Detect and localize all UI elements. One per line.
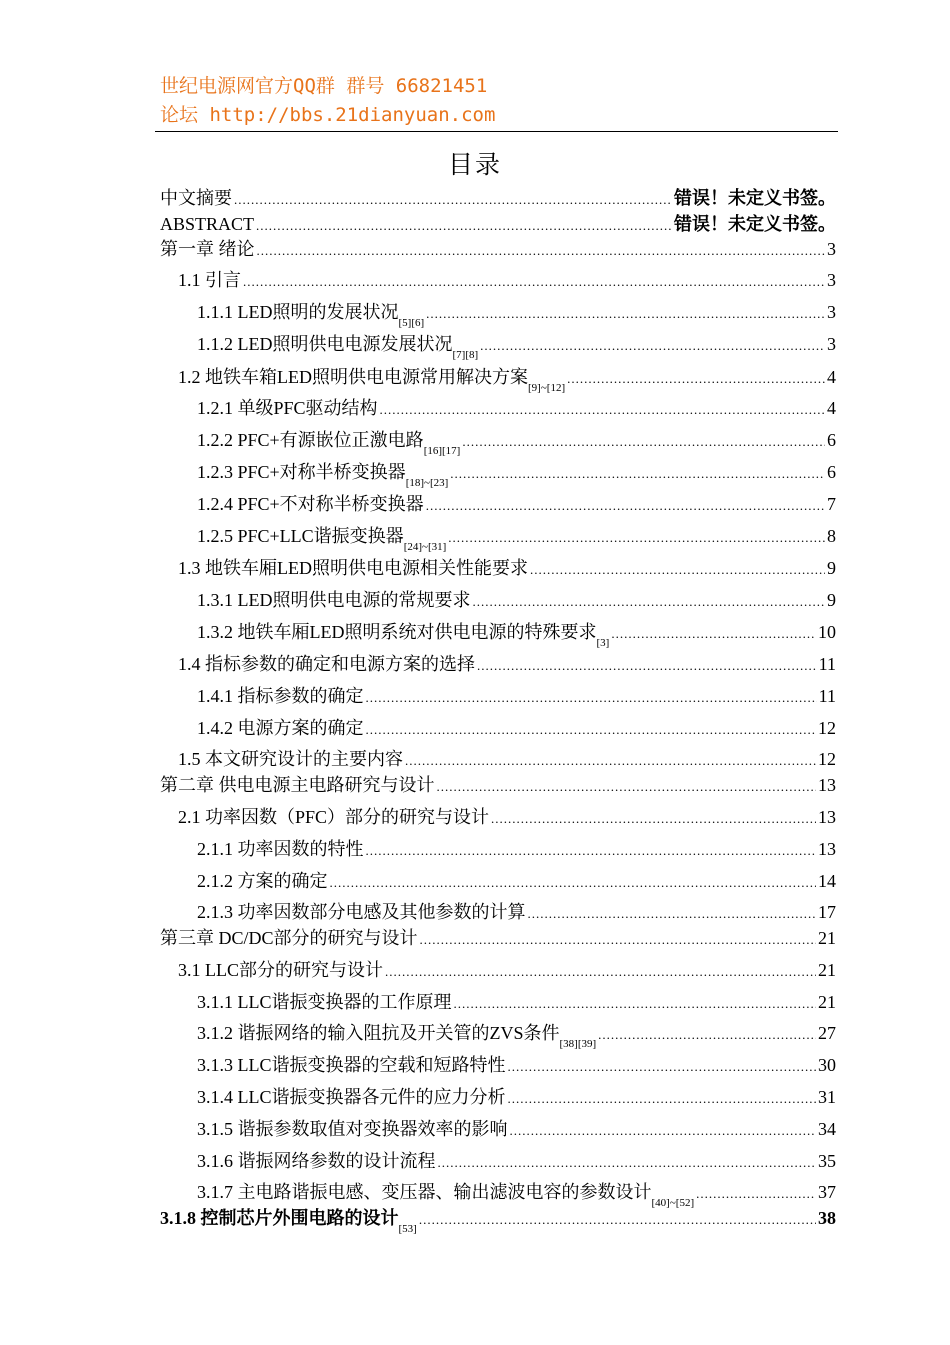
toc-leader-dots [448, 529, 825, 547]
toc-entry-page: 21 [818, 992, 836, 1012]
toc-entry-page: 12 [818, 749, 836, 769]
toc-entry-title: 1.2.5 PFC+LLC谐振变换器 [197, 526, 404, 546]
toc-entry-page: 12 [818, 718, 836, 738]
toc-entry-title: 1.4 指标参数的确定和电源方案的选择 [178, 654, 475, 674]
toc-entry-page: 3 [827, 334, 836, 354]
toc-entry[interactable] [197, 681, 836, 707]
toc-entry[interactable] [197, 713, 836, 739]
toc-entry-title: 2.1.2 方案的确定 [197, 871, 328, 891]
toc-entry[interactable]: 1.3.2 地铁车厢LED照明系统对供电电源的特殊要求 [3] ..... 10 [197, 617, 836, 643]
toc-leader-dots [567, 370, 825, 388]
toc-entry-title: 第三章 DC/DC部分的研究与设计 [160, 928, 418, 948]
toc-entry[interactable] [197, 1082, 836, 1108]
toc-entry[interactable] [197, 834, 836, 860]
toc-entry-page: 35 [818, 1151, 836, 1171]
toc-entry-page: 30 [818, 1055, 836, 1075]
toc-entry-page: 27 [818, 1023, 836, 1043]
toc-entry-title: 1.1.2 LED照明供电电源发展状况 [197, 334, 453, 354]
toc-entry[interactable] [160, 770, 836, 796]
toc-leader-dots [477, 657, 817, 675]
toc-entry-page: 8 [827, 526, 836, 546]
toc-entry[interactable] [197, 897, 836, 923]
toc-entry-page: 14 [818, 871, 836, 891]
toc-entry-page: 11 [818, 654, 836, 674]
toc-entry[interactable] [160, 183, 836, 209]
toc-entry-title: 1.1 引言 [178, 270, 241, 290]
toc-entry-page: 31 [818, 1087, 836, 1107]
toc-entry-page: 21 [818, 928, 836, 948]
toc-entry-page: 3 [827, 302, 836, 322]
toc-leader-dots [480, 337, 825, 355]
toc-entry-title: 1.2 地铁车箱LED照明供电电源常用解决方案 [178, 367, 528, 387]
toc-entry-page: 37 [818, 1182, 836, 1202]
toc-entry[interactable] [197, 489, 836, 515]
toc-entry-page: 错误！未定义书签。 [674, 188, 836, 208]
toc-leader-dots [473, 593, 826, 611]
toc-entry[interactable] [178, 265, 836, 291]
toc-leader-dots [530, 561, 825, 579]
toc-entry[interactable]: 1.2.2 PFC+有源嵌位正激电路 [16][17] ..... 6 [197, 425, 836, 451]
toc-entry-page: 3 [827, 270, 836, 290]
toc-entry-page: 11 [818, 686, 836, 706]
toc-entry-page: 34 [818, 1119, 836, 1139]
toc-entry-title: 2.1 功率因数（PFC）部分的研究与设计 [178, 807, 490, 827]
toc-leader-dots [462, 433, 825, 451]
toc-leader-dots [598, 1026, 816, 1044]
toc-entry-title: 3.1.2 谐振网络的输入阻抗及开关管的ZVS条件 [197, 1023, 560, 1043]
toc-entry-page: 错误！未定义书签。 [674, 214, 836, 234]
toc-leader-dots [454, 995, 817, 1013]
toc-entry[interactable] [178, 955, 836, 981]
toc-leader-dots [491, 810, 816, 828]
toc-leader-dots [234, 191, 672, 209]
toc-entry-title: 3.1 LLC部分的研究与设计 [178, 960, 383, 980]
toc-entry[interactable] [160, 923, 836, 949]
toc-leader-dots [419, 1211, 816, 1229]
header-qq-group: 世纪电源网官方QQ群 群号 66821451 [160, 75, 488, 97]
toc-leader-dots [450, 465, 825, 483]
toc-entry-page: 3 [827, 239, 836, 259]
toc-entry-title: 1.3 地铁车厢LED照明供电电源相关性能要求 [178, 558, 528, 578]
toc-leader-dots [366, 842, 817, 860]
toc-entry[interactable]: 1.2.5 PFC+LLC谐振变换器 [24]~[31] ..... 8 [197, 521, 836, 547]
toc-entry-page: 21 [818, 960, 836, 980]
toc-entry-page: 38 [818, 1208, 836, 1228]
toc-leader-dots [437, 778, 817, 796]
toc-entry-title: 3.1.8 控制芯片外围电路的设计 [160, 1208, 399, 1228]
toc-leader-dots [330, 874, 817, 892]
toc-entry-title: 1.2.3 PFC+对称半桥变换器 [197, 462, 406, 482]
header-forum-link[interactable]: 论坛 http://bbs.21dianyuan.com [160, 104, 496, 126]
toc-entry-title: 3.1.1 LLC谐振变换器的工作原理 [197, 992, 452, 1012]
toc-entry[interactable] [197, 1114, 836, 1140]
toc-leader-dots [508, 1058, 817, 1076]
toc-entry-title: 2.1.1 功率因数的特性 [197, 839, 364, 859]
toc-entry-page: 7 [827, 494, 836, 514]
toc-entry-title: ABSTRACT [160, 214, 255, 234]
toc-leader-dots [438, 1154, 817, 1172]
toc-leader-dots [508, 1090, 817, 1108]
toc-entry[interactable] [178, 744, 836, 770]
toc-leader-dots [426, 497, 825, 515]
toc-entry[interactable] [197, 1050, 836, 1076]
toc-entry-title: 1.2.1 单级PFC驱动结构 [197, 398, 378, 418]
toc-leader-dots [611, 625, 816, 643]
toc-entry-title: 中文摘要 [160, 188, 232, 208]
toc-leader-dots [696, 1185, 816, 1203]
toc-entry-title: 1.2.2 PFC+有源嵌位正激电路 [197, 430, 424, 450]
toc-entry-page: 4 [827, 398, 836, 418]
toc-entry-page: 6 [827, 430, 836, 450]
toc-leader-dots [405, 752, 816, 770]
toc-entry-page: 13 [818, 807, 836, 827]
toc-leader-dots [366, 689, 817, 707]
toc-entry[interactable]: 3.1.7 主电路谐振电感、变压器、输出滤波电容的参数设计 [40]~[52] ..... 37 [197, 1177, 836, 1203]
toc-entry-page: 6 [827, 462, 836, 482]
toc-entry-title: 1.3.2 地铁车厢LED照明系统对供电电源的特殊要求 [197, 622, 597, 642]
toc-entry-title: 第一章 绪论 [160, 239, 255, 259]
toc-entry-title: 1.5 本文研究设计的主要内容 [178, 749, 403, 769]
toc-entry[interactable] [178, 802, 836, 828]
toc-leader-dots [243, 273, 825, 291]
toc-entry-page: 10 [818, 622, 836, 642]
toc-entry[interactable]: 3.1.2 谐振网络的输入阻抗及开关管的ZVS条件 [38][39] ..... 27 [197, 1018, 836, 1044]
toc-entry-page: 9 [827, 558, 836, 578]
toc-entry-title: 3.1.5 谐振参数取值对变换器效率的影响 [197, 1119, 508, 1139]
toc-entry-page: 13 [818, 839, 836, 859]
toc-entry[interactable] [197, 987, 836, 1013]
toc-entry-title: 1.4.1 指标参数的确定 [197, 686, 364, 706]
toc-entry-title: 3.1.4 LLC谐振变换器各元件的应力分析 [197, 1087, 506, 1107]
toc-title: 目录 [447, 152, 502, 179]
toc-entry-page: 17 [818, 902, 836, 922]
toc-entry[interactable] [197, 866, 836, 892]
toc-entry[interactable]: 1.1.1 LED照明的发展状况 [5][6] ..... 3 [197, 297, 836, 323]
toc-entry-title: 1.4.2 电源方案的确定 [197, 718, 364, 738]
toc-leader-dots [256, 217, 672, 235]
toc-entry-title: 1.3.1 LED照明供电电源的常规要求 [197, 590, 471, 610]
toc-leader-dots [528, 905, 817, 923]
toc-leader-dots [385, 963, 816, 981]
toc-entry-page: 4 [827, 367, 836, 387]
toc-entry-page: 13 [818, 775, 836, 795]
toc-entry[interactable]: 1.2.3 PFC+对称半桥变换器 [18]~[23] ..... 6 [197, 457, 836, 483]
toc-entry-page: 9 [827, 590, 836, 610]
toc-leader-dots [426, 305, 825, 323]
toc-entry-title: 2.1.3 功率因数部分电感及其他参数的计算 [197, 902, 526, 922]
toc-entry[interactable]: 3.1.8 控制芯片外围电路的设计 [53] ..... 38 [160, 1203, 836, 1229]
toc-entry[interactable] [197, 393, 836, 419]
toc-entry[interactable] [160, 209, 836, 235]
toc-leader-dots [420, 931, 816, 949]
toc-leader-dots [366, 721, 817, 739]
toc-entry[interactable] [178, 649, 836, 675]
toc-leader-dots [380, 401, 825, 419]
toc-entry-title: 3.1.6 谐振网络参数的设计流程 [197, 1151, 436, 1171]
toc-entry[interactable] [197, 1146, 836, 1172]
toc-entry[interactable]: 1.1.2 LED照明供电电源发展状况 [7][8] ..... 3 [197, 329, 836, 355]
toc-leader-dots [510, 1122, 817, 1140]
toc-entry-title: 1.2.4 PFC+不对称半桥变换器 [197, 494, 424, 514]
toc-entry[interactable]: 1.2 地铁车箱LED照明供电电源常用解决方案 [9]~[12] ..... 4 [178, 362, 836, 388]
toc-entry-title: 第二章 供电电源主电路研究与设计 [160, 775, 435, 795]
toc-entry[interactable] [178, 553, 836, 579]
toc-entry[interactable] [160, 234, 836, 260]
toc-entry-title: 1.1.1 LED照明的发展状况 [197, 302, 399, 322]
toc-entry-title: 3.1.3 LLC谐振变换器的空载和短路特性 [197, 1055, 506, 1075]
toc-leader-dots [257, 242, 826, 260]
toc-entry[interactable] [197, 585, 836, 611]
toc-entry-title: 3.1.7 主电路谐振电感、变压器、输出滤波电容的参数设计 [197, 1182, 652, 1202]
